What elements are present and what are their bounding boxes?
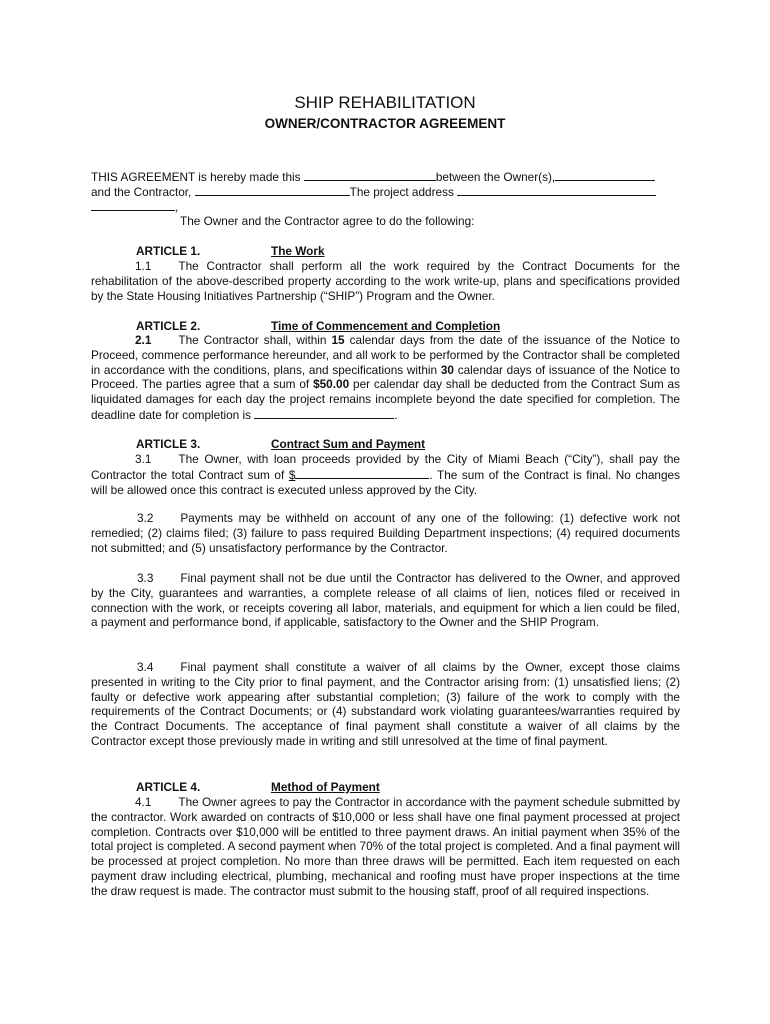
document-subtitle: OWNER/CONTRACTOR AGREEMENT: [264, 116, 506, 131]
section-2-1-text-b: calendar days from the date of the issuance of the Notice to Proceed, commence performance hereunder, and all work to be performed by the Contractor shall be completed in accordance with the conditions, plans, and specifications within: [91, 333, 680, 377]
section-4-1-number: 4.1: [135, 795, 152, 809]
contractor-blank[interactable]: [195, 184, 350, 196]
article-1-heading: ARTICLE 1.: [136, 244, 201, 258]
section-3-4-paragraph: [91, 660, 680, 749]
intro-text-1a: THIS AGREEMENT is hereby made this: [91, 170, 301, 184]
intro-text-1b: between the Owner(s),: [435, 170, 556, 184]
section-3-2-number: 3.2: [137, 511, 154, 525]
section-3-1-number: 3.1: [135, 452, 152, 466]
intro-line-2: [91, 184, 656, 200]
article-2-title: Time of Commencement and Completion: [271, 319, 501, 333]
article-1-title: The Work: [271, 244, 325, 258]
section-2-1-number: 2.1: [135, 333, 152, 347]
intro-text-2a: and the Contractor,: [91, 185, 192, 199]
document-title: SHIP REHABILITATION: [294, 93, 476, 112]
article-1-paragraph: [91, 259, 680, 303]
contract-sum-dollar: $: [288, 467, 296, 482]
section-3-3-text: Final payment shall not be due until the Contractor has delivered to the Owner, and approved by the City, guarantees and warranties, a complete release of all claims of lien, notices filed or received in connection with the work, or receipts covering all labor, materials, and equipment for which a lien could be filed, a payment and performance bond, if applicable, satisfactory to the Owner and the SHIP Program.: [91, 571, 680, 630]
article-3-heading: ARTICLE 3.: [136, 437, 201, 451]
commence-days: 15: [331, 333, 345, 347]
completion-days: 30: [440, 362, 454, 377]
intro-line-3: [91, 199, 178, 215]
intro-line-1: [91, 169, 655, 185]
section-4-1-paragraph: [91, 795, 680, 899]
section-3-4-text: Final payment shall constitute a waiver of all claims by the Owner, except those claims presented in writing to the City prior to final payment, and the Contractor arising from: (1) unsatisfied liens; (2) faulty or defective work appearing after substantial completion; (3) failure of the work to comply with the requirements of the Contract Documents; or (4) substandard work violating guarantees/warranties required by the Contract Documents. The acceptance of final payment shall constitute a waiver of all claims by the Contractor except those previously made in writing and still unresolved at the time of final payment.: [91, 660, 680, 748]
section-4-1-text: The Owner agrees to pay the Contractor in accordance with the payment schedule submitted by the contractor. Work awarded on contracts of $10,000 or less shall have one final payment processed at project completion. Contracts over $10,000 will be entitled to three payment draws. An initial payment when 35% of the total project is completed. A second payment when 70% of the total project is completed. And a final payment will be processed at project completion. No more than three draws will be permitted. Each item requested on each payment draw including electrical, plumbing, mechanical and roofing must have proper inspections at the time the draw request is made. The contractor must submit to the housing staff, proof of all required inspections.: [91, 795, 680, 898]
section-2-1-text-d: per calendar day shall be deducted from the Contract Sum as liquidated damages for each day the project remains incomplete beyond the date specified for completion. The deadline date for completion is: [91, 377, 681, 422]
section-2-1-text-a: The Contractor shall, within: [178, 333, 327, 347]
section-3-1-paragraph: [91, 452, 680, 497]
section-2-1-text-c: calendar days of issuance of the Notice to Proceed. The parties agree that a sum of: [91, 362, 680, 392]
owner-blank[interactable]: [555, 169, 655, 181]
article-3-title: Contract Sum and Payment: [271, 437, 426, 451]
article-2-heading: ARTICLE 2.: [136, 319, 201, 333]
damages-sum: $50.00: [313, 377, 350, 392]
section-3-3-number: 3.3: [137, 571, 154, 585]
section-2-1-end: .: [394, 407, 398, 422]
article-2-paragraph: [91, 333, 680, 423]
intro-line-4: The Owner and the Contractor agree to do the following:: [180, 214, 475, 228]
article-4-heading: ARTICLE 4.: [136, 780, 201, 794]
section-3-3-paragraph: [91, 571, 680, 630]
section-3-4-number: 3.4: [137, 660, 154, 674]
project-address-blank[interactable]: [457, 184, 656, 196]
deadline-date-blank[interactable]: [254, 407, 394, 419]
section-1-1-number: 1.1: [135, 259, 152, 273]
section-3-1-text-a: The Owner, with loan proceeds provided by the City of Miami Beach (“City”), shall pay the Contractor the total Contract sum of: [91, 452, 680, 482]
contract-sum-blank[interactable]: [295, 467, 429, 479]
section-1-1-text: The Contractor shall perform all the work required by the Contract Documents for the rehabilitation of the above-described property according to the work write-up, plans and specifications provided by the State Housing Initiatives Partnership (“SHIP”) Program and the Owner.: [91, 259, 680, 303]
section-3-2-text: Payments may be withheld on account of any one of the following: (1) defective work not remedied; (2) claims filed; (3) failure to pass required Building Department inspections; (4) required documents not submitted; and (5) unsatisfactory performance by the Contractor.: [91, 511, 680, 555]
intro-comma: ,: [175, 200, 179, 214]
date-blank[interactable]: [304, 169, 436, 181]
article-4-title: Method of Payment: [271, 780, 380, 794]
section-3-1-text-b: . The sum of the Contract is final. No changes will be allowed once this contract is executed unless approved by the City.: [91, 467, 681, 497]
intro-text-2b: The project address: [349, 185, 454, 199]
address-continued-blank[interactable]: [91, 199, 175, 211]
section-3-2-paragraph: [91, 511, 680, 555]
